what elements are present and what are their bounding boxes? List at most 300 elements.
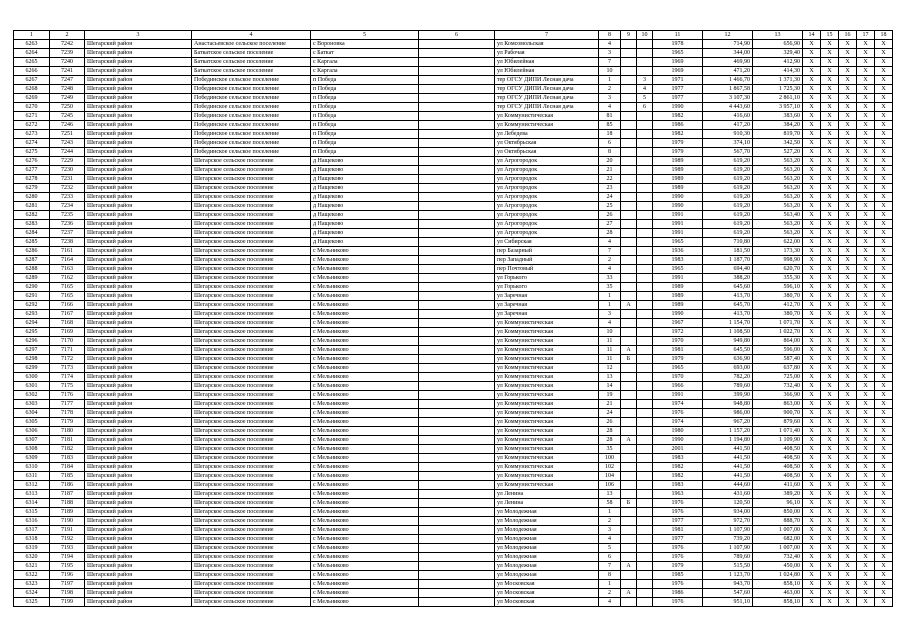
table-cell: Шегарское сельское поселение [192,175,311,184]
table-cell: 1971 [653,76,703,85]
table-cell: X [875,301,893,310]
table-cell: X [875,508,893,517]
table-cell: X [839,229,857,238]
table-cell: X [821,535,839,544]
table-cell: X [857,310,875,319]
table-cell: X [875,166,893,175]
table-cell [637,166,653,175]
table-cell: 384,20 [753,121,803,130]
table-cell: 19 [599,391,621,400]
table-cell: X [821,337,839,346]
table-cell: Шегарский район [85,238,192,247]
table-cell: X [857,256,875,265]
table-cell: X [875,58,893,67]
table-cell: X [857,328,875,337]
table-cell: X [839,364,857,373]
table-cell: с Мельниково [311,553,419,562]
table-cell: 1967 [653,319,703,328]
table-cell: Шегарский район [85,490,192,499]
table-cell: 6277 [14,166,50,175]
table-cell [419,535,495,544]
table-cell: ул Московская [495,580,599,589]
table-cell: X [803,589,821,598]
table-cell: Побединское сельское поселение [192,85,311,94]
table-cell: 1983 [653,481,703,490]
table-cell: 6264 [14,49,50,58]
table-cell: 6306 [14,427,50,436]
table-cell: ул Агрогородок [495,184,599,193]
table-cell: X [839,337,857,346]
table-cell [637,157,653,166]
table-cell: X [821,472,839,481]
table-cell: X [857,418,875,427]
table-cell: X [839,463,857,472]
table-cell: 622,00 [753,238,803,247]
table-cell: 694,40 [703,265,753,274]
table-cell: с Мельниково [311,499,419,508]
table-cell: 6317 [14,526,50,535]
table-cell: 1983 [653,256,703,265]
table-cell: 11 [599,337,621,346]
table-cell: X [875,544,893,553]
table-cell [637,589,653,598]
table-cell: ул Коммунистическая [495,337,599,346]
table-cell: X [839,580,857,589]
table-cell: А [621,562,637,571]
table-cell: X [839,445,857,454]
table-row [14,121,893,130]
table-cell: X [803,346,821,355]
table-row [14,193,893,202]
table-cell: 1983 [653,454,703,463]
table-cell: X [839,301,857,310]
table-cell: 1980 [653,427,703,436]
table-cell: 1976 [653,544,703,553]
table-cell [419,472,495,481]
table-cell: 563,20 [753,184,803,193]
table-cell: X [875,175,893,184]
table-cell: Шегарское сельское поселение [192,355,311,364]
table-row [14,382,893,391]
table-cell: Побединское сельское поселение [192,94,311,103]
table-cell: 7188 [50,499,85,508]
table-row [14,418,893,427]
table-cell: Шегарский район [85,373,192,382]
table-cell: 619,20 [703,157,753,166]
table-cell: X [875,202,893,211]
table-cell: 1969 [653,58,703,67]
table-cell: 1974 [653,418,703,427]
table-cell: X [857,508,875,517]
table-cell [621,121,637,130]
table-cell: 6265 [14,58,50,67]
table-cell: Шегарское сельское поселение [192,427,311,436]
table-cell [419,265,495,274]
table-row [14,85,893,94]
table-cell: Баткатское сельское поселение [192,58,311,67]
table-cell [419,49,495,58]
table-cell: 1979 [653,139,703,148]
table-cell: 11 [599,355,621,364]
table-cell: X [821,193,839,202]
table-cell: 3 957,10 [753,103,803,112]
table-cell: X [839,400,857,409]
table-cell [637,463,653,472]
table-cell: 7165 [50,292,85,301]
table-cell: с Мельниково [311,598,419,607]
table-cell [621,274,637,283]
table-cell: ул Молодежная [495,517,599,526]
table-cell: 7184 [50,463,85,472]
table-cell: X [821,85,839,94]
table-cell [419,202,495,211]
table-cell: с Мельниково [311,256,419,265]
table-cell: X [821,562,839,571]
table-cell: 1989 [653,157,703,166]
table-cell: Побединское сельское поселение [192,148,311,157]
table-cell: д Нащеково [311,157,419,166]
table-cell: 725,00 [753,373,803,382]
table-cell: 411,60 [753,481,803,490]
table-cell [621,166,637,175]
table-cell: Шегарский район [85,337,192,346]
table-cell: X [839,553,857,562]
table-cell [637,580,653,589]
table-cell: X [839,373,857,382]
table-cell: X [857,85,875,94]
table-cell [621,148,637,157]
table-cell: 5 [599,544,621,553]
table-cell [637,175,653,184]
table-cell: п Победа [311,76,419,85]
table-cell: 2 [599,517,621,526]
table-cell: X [875,85,893,94]
table-cell: X [821,517,839,526]
table-cell: 563,20 [753,220,803,229]
table-cell [637,265,653,274]
table-row [14,247,893,256]
table-cell: 18 [599,130,621,139]
table-cell: X [857,544,875,553]
table-cell [637,472,653,481]
table-cell: Шегарский район [85,319,192,328]
table-cell: X [857,463,875,472]
table-cell: 6282 [14,211,50,220]
table-cell [621,571,637,580]
table-cell: X [821,355,839,364]
table-cell: X [803,40,821,49]
table-cell: с Мельниково [311,382,419,391]
table-cell: с Баткат [311,49,419,58]
table-cell: X [839,589,857,598]
table-cell: 1989 [653,166,703,175]
table-cell: 1989 [653,175,703,184]
table-cell [637,409,653,418]
table-cell: Шегарский район [85,562,192,571]
table-cell: п Победа [311,85,419,94]
table-cell: X [875,256,893,265]
table-cell: 3 [599,526,621,535]
table-cell: X [857,166,875,175]
table-cell: 645,70 [703,301,753,310]
table-cell: 7189 [50,508,85,517]
table-cell: 6305 [14,418,50,427]
table-cell: 106 [599,481,621,490]
table-cell: 732,40 [753,553,803,562]
table-row [14,256,893,265]
table-cell: 6275 [14,148,50,157]
table-cell: 1990 [653,436,703,445]
table-cell [637,427,653,436]
table-cell: ул Сибирская [495,238,599,247]
table-cell: ул Коммунистическая [495,112,599,121]
table-cell: 682,00 [753,535,803,544]
table-cell: X [821,598,839,607]
table-row [14,76,893,85]
table-cell [419,598,495,607]
table-cell [419,166,495,175]
table-cell: 1991 [653,391,703,400]
table-cell: 515,50 [703,562,753,571]
table-cell: 21 [599,166,621,175]
table-cell: с Мельниково [311,319,419,328]
table-cell: 1989 [653,292,703,301]
table-cell [637,391,653,400]
column-number-header: 3 [85,31,192,40]
table-cell: 619,20 [703,211,753,220]
table-cell: X [821,490,839,499]
column-number-header: 14 [803,31,821,40]
table-cell: X [875,409,893,418]
table-cell [419,112,495,121]
table-cell [419,562,495,571]
table-cell: X [821,310,839,319]
table-cell [419,499,495,508]
table-cell: 6324 [14,589,50,598]
table-cell [419,220,495,229]
table-cell: X [821,589,839,598]
table-cell: Шегарский район [85,310,192,319]
table-cell: 6281 [14,202,50,211]
table-cell: 693,00 [703,364,753,373]
table-cell: X [821,274,839,283]
table-cell: Баткатское сельское поселение [192,67,311,76]
table-cell [419,319,495,328]
table-cell: с Мельниково [311,544,419,553]
table-cell: 7242 [50,40,85,49]
table-cell [419,328,495,337]
table-cell: X [857,103,875,112]
table-row [14,220,893,229]
table-cell: тер ОГСУ ДИПИ Лесная дача [495,103,599,112]
table-cell: X [839,382,857,391]
table-cell: X [875,391,893,400]
table-cell: X [857,472,875,481]
table-cell: 7176 [50,391,85,400]
table-cell [621,310,637,319]
table-cell: X [875,283,893,292]
table-cell: X [803,184,821,193]
table-cell: X [803,265,821,274]
table-cell: X [839,562,857,571]
table-cell: 1 157,20 [703,427,753,436]
table-cell: Шегарский район [85,481,192,490]
table-cell: Шегарское сельское поселение [192,490,311,499]
table-cell [419,553,495,562]
table-cell: 6307 [14,436,50,445]
table-cell: Шегарский район [85,346,192,355]
table-cell: с Мельниково [311,373,419,382]
table-cell: ул Агрогородок [495,193,599,202]
table-cell: 1982 [653,112,703,121]
table-row [14,103,893,112]
table-row [14,481,893,490]
table-cell [637,571,653,580]
table-cell: д Нащеково [311,220,419,229]
table-cell: Шегарский район [85,202,192,211]
table-cell: 8 [599,148,621,157]
table-cell: X [875,319,893,328]
table-cell: X [875,463,893,472]
table-cell: 24 [599,193,621,202]
table-cell: 7244 [50,148,85,157]
table-cell: 7196 [50,571,85,580]
table-cell: Шегарский район [85,526,192,535]
table-cell: Побединское сельское поселение [192,130,311,139]
table-cell: 389,20 [753,490,803,499]
table-cell: X [803,148,821,157]
table-cell: Шегарское сельское поселение [192,256,311,265]
table-cell: с Мельниково [311,508,419,517]
table-cell: 1 867,58 [703,85,753,94]
table-cell: 6273 [14,130,50,139]
table-cell: 7248 [50,85,85,94]
table-cell: 619,20 [703,202,753,211]
table-cell: 416,60 [703,112,753,121]
table-cell: 412,90 [753,58,803,67]
table-cell: 24 [599,409,621,418]
table-cell: Шегарское сельское поселение [192,310,311,319]
table-cell: X [803,202,821,211]
table-cell: X [875,94,893,103]
table-cell: X [803,166,821,175]
table-cell: 7230 [50,166,85,175]
table-row [14,391,893,400]
table-cell [419,544,495,553]
table-cell: 879,60 [753,418,803,427]
table-cell: 7235 [50,211,85,220]
table-cell [419,40,495,49]
table-cell: X [803,319,821,328]
table-cell: X [803,256,821,265]
table-cell [637,526,653,535]
table-cell: 1965 [653,265,703,274]
table-cell: X [821,373,839,382]
table-cell: X [857,400,875,409]
table-cell: ул Молодежная [495,508,599,517]
table-cell: X [839,391,857,400]
table-cell: 637,80 [753,364,803,373]
table-row [14,58,893,67]
table-cell: X [839,211,857,220]
table-cell: 1 108,50 [703,328,753,337]
table-row [14,409,893,418]
table-cell: X [803,580,821,589]
table-cell: X [839,274,857,283]
table-cell: X [875,229,893,238]
table-cell: 1 371,30 [753,76,803,85]
table-cell: А [621,346,637,355]
table-cell: X [803,139,821,148]
column-number-header: 12 [703,31,753,40]
table-cell: Шегарское сельское поселение [192,571,311,580]
table-cell: А [621,589,637,598]
table-cell: 1 [599,292,621,301]
table-cell: X [803,526,821,535]
table-cell: 656,90 [753,40,803,49]
table-cell [621,472,637,481]
table-cell: 7194 [50,553,85,562]
table-row [14,40,893,49]
table-cell: Шегарский район [85,112,192,121]
table-cell: с Мельниково [311,436,419,445]
table-cell [621,229,637,238]
table-row [14,184,893,193]
table-cell: 6311 [14,472,50,481]
table-cell: X [821,481,839,490]
table-cell: X [803,364,821,373]
table-cell: X [839,283,857,292]
table-cell: Шегарское сельское поселение [192,598,311,607]
table-cell: Шегарское сельское поселение [192,508,311,517]
table-cell: 6294 [14,319,50,328]
table-cell: X [803,418,821,427]
table-row [14,130,893,139]
table-cell: 399,90 [703,391,753,400]
table-cell: 7181 [50,436,85,445]
table-cell [637,301,653,310]
table-cell: X [839,409,857,418]
table-cell: 1990 [653,103,703,112]
table-cell [637,247,653,256]
table-cell: Шегарский район [85,463,192,472]
table-cell: 96,10 [753,499,803,508]
column-number-header: 9 [621,31,637,40]
table-cell: ул Коммунистическая [495,328,599,337]
table-cell: X [857,535,875,544]
table-cell: 6268 [14,85,50,94]
table-cell: 28 [599,427,621,436]
table-cell: Шегарское сельское поселение [192,526,311,535]
table-cell: ул Молодежная [495,526,599,535]
table-cell: X [839,571,857,580]
table-cell: 7199 [50,598,85,607]
table-cell: 7 [599,562,621,571]
table-cell: X [839,94,857,103]
table-row [14,175,893,184]
table-cell: X [821,571,839,580]
table-cell: X [803,175,821,184]
table-cell: X [821,40,839,49]
table-cell: X [821,346,839,355]
table-cell [621,175,637,184]
table-cell: ул Заречная [495,301,599,310]
table-cell: 11 [599,346,621,355]
table-cell: X [875,472,893,481]
table-cell: 4 [637,85,653,94]
table-cell [637,193,653,202]
table-cell: ул Рабочая [495,49,599,58]
